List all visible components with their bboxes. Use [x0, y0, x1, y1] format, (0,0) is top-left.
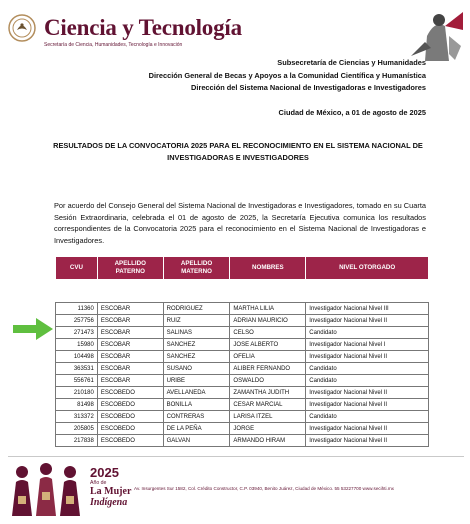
cell-apellido-materno: DE LA PEÑA [163, 423, 230, 435]
header-nombres: NOMBRES [230, 257, 306, 280]
cell-apellido-paterno: ESCOBAR [97, 375, 163, 387]
org-name: Ciencia y Tecnología [44, 15, 242, 40]
cell-apellido-paterno: ESCOBAR [97, 339, 163, 351]
cell-nivel-otorgado: Investigador Nacional Nivel II [306, 387, 429, 399]
green-arrow-icon [12, 317, 54, 341]
cell-nombres: ADRIAN MAURICIO [230, 315, 306, 327]
subsecretaria-line: Subsecretaría de Ciencias y Humanidades [277, 58, 426, 67]
table-spacer-row [56, 280, 429, 303]
cell-nivel-otorgado: Investigador Nacional Nivel II [306, 315, 429, 327]
cell-cvu: 556761 [56, 375, 98, 387]
table-row [56, 387, 429, 399]
cell-nivel-otorgado: Investigador Nacional Nivel II [306, 423, 429, 435]
cell-apellido-materno: URIBE [163, 375, 230, 387]
cell-nombres: ZAMANTHA JUDITH [230, 387, 306, 399]
cell-apellido-paterno: ESCOBEDO [97, 423, 163, 435]
cell-cvu: 257756 [56, 315, 98, 327]
header-cvu: CVU [56, 257, 98, 280]
footer-year: 2025 [90, 465, 119, 480]
cell-apellido-materno: RODRIGUEZ [163, 303, 230, 315]
cell-apellido-materno: SALINAS [163, 327, 230, 339]
table-row [56, 303, 429, 315]
footer-year-line2: La Mujer [90, 486, 132, 497]
cell-apellido-materno: RUIZ [163, 315, 230, 327]
cell-nivel-otorgado: Candidato [306, 363, 429, 375]
cell-cvu: 363531 [56, 363, 98, 375]
cell-apellido-materno: CONTRERAS [163, 411, 230, 423]
footer-address: Av. Insurgentes Sur 1582, Col. Crédito Constructor, C.P. 03940, Benito Juárez, Ciudad de México. 55 53227700 www.secihti.mx [134, 486, 394, 491]
cell-nombres: JORGE [230, 423, 306, 435]
cell-apellido-paterno: ESCOBEDO [97, 411, 163, 423]
table-row [56, 363, 429, 375]
cell-apellido-materno: SUSANO [163, 363, 230, 375]
cell-nivel-otorgado: Candidato [306, 327, 429, 339]
cell-cvu: 15980 [56, 339, 98, 351]
cell-nivel-otorgado: Investigador Nacional Nivel I [306, 339, 429, 351]
footer-divider [8, 456, 464, 457]
cell-apellido-materno: SANCHEZ [163, 351, 230, 363]
government-seal-icon [8, 14, 36, 42]
cell-apellido-materno: AVELLANEDA [163, 387, 230, 399]
cell-cvu: 11360 [56, 303, 98, 315]
cell-cvu: 205805 [56, 423, 98, 435]
cell-cvu: 271473 [56, 327, 98, 339]
document-title: RESULTADOS DE LA CONVOCATORIA 2025 PARA EL RECONOCIMIENTO EN EL SISTEMA NACIONAL DE INVESTIGADORAS E INVESTIGADORES [53, 141, 423, 162]
header-illustration-icon [405, 6, 465, 62]
table-row [56, 411, 429, 423]
direccion-general-line: Dirección General de Becas y Apoyos a la Comunidad Científica y Humanística [148, 71, 426, 80]
cell-nombres: ARMANDO HIRAM [230, 435, 306, 447]
cell-apellido-paterno: ESCOBAR [97, 351, 163, 363]
footer-year-line3: Indígena [90, 497, 128, 508]
cell-cvu: 217838 [56, 435, 98, 447]
cell-nombres: CELSO [230, 327, 306, 339]
cell-apellido-paterno: ESCOBAR [97, 327, 163, 339]
table-header-row [56, 257, 429, 280]
cell-apellido-paterno: ESCOBEDO [97, 387, 163, 399]
cell-apellido-paterno: ESCOBEDO [97, 435, 163, 447]
cell-apellido-materno: SANCHEZ [163, 339, 230, 351]
cell-cvu: 104498 [56, 351, 98, 363]
cell-apellido-materno: GALVAN [163, 435, 230, 447]
cell-apellido-materno: BONILLA [163, 399, 230, 411]
table-row [56, 315, 429, 327]
cell-cvu: 81498 [56, 399, 98, 411]
table-row [56, 435, 429, 447]
table-row [56, 423, 429, 435]
table-row [56, 399, 429, 411]
org-subtitle: Secretaría de Ciencia, Humanidades, Tecnología e Innovación [44, 42, 183, 48]
results-table [55, 256, 429, 447]
cell-apellido-paterno: ESCOBEDO [97, 399, 163, 411]
table-row [56, 375, 429, 387]
cell-cvu: 313372 [56, 411, 98, 423]
cell-apellido-paterno: ESCOBAR [97, 315, 163, 327]
cell-nombres: MARTHA LILIA [230, 303, 306, 315]
indigenous-women-illustration-icon [8, 460, 88, 516]
date-line: Ciudad de México, a 01 de agosto de 2025 [278, 108, 426, 117]
table-row [56, 339, 429, 351]
cell-nombres: JOSE ALBERTO [230, 339, 306, 351]
cell-nombres: CESAR MARCIAL [230, 399, 306, 411]
table-row [56, 327, 429, 339]
direccion-sistema-line: Dirección del Sistema Nacional de Investigadoras e Investigadores [191, 83, 426, 92]
cell-nivel-otorgado: Investigador Nacional Nivel III [306, 303, 429, 315]
header-apellido-materno: APELLIDO MATERNO [163, 257, 230, 280]
cell-apellido-paterno: ESCOBAR [97, 303, 163, 315]
cell-nombres: LARISA ITZEL [230, 411, 306, 423]
cell-nivel-otorgado: Candidato [306, 411, 429, 423]
cell-nivel-otorgado: Candidato [306, 375, 429, 387]
cell-nombres: OSWALDO [230, 375, 306, 387]
cell-nombres: OFELIA [230, 351, 306, 363]
cell-nombres: ALIBER FERNANDO [230, 363, 306, 375]
footer-year-line1: Año de [90, 480, 107, 486]
intro-paragraph: Por acuerdo del Consejo General del Sistema Nacional de Investigadoras e Investigadores, tomado en su Cuarta Sesión Extraordinaria, celebrada el 01 de agosto de 2025, la Secretaría Ejecutiva comunica los resultados correspondientes de la Convocatoria 2025 para el reconocimiento en el Sistema Nacional de Investigadoras e Investigadores. [54, 201, 426, 245]
table-row [56, 351, 429, 363]
cell-cvu: 210180 [56, 387, 98, 399]
cell-nivel-otorgado: Investigador Nacional Nivel II [306, 351, 429, 363]
cell-apellido-paterno: ESCOBAR [97, 363, 163, 375]
header-apellido-paterno: APELLIDO PATERNO [97, 257, 163, 280]
header-nivel-otorgado: NIVEL OTORGADO [306, 257, 429, 280]
cell-nivel-otorgado: Investigador Nacional Nivel II [306, 435, 429, 447]
cell-nivel-otorgado: Investigador Nacional Nivel II [306, 399, 429, 411]
